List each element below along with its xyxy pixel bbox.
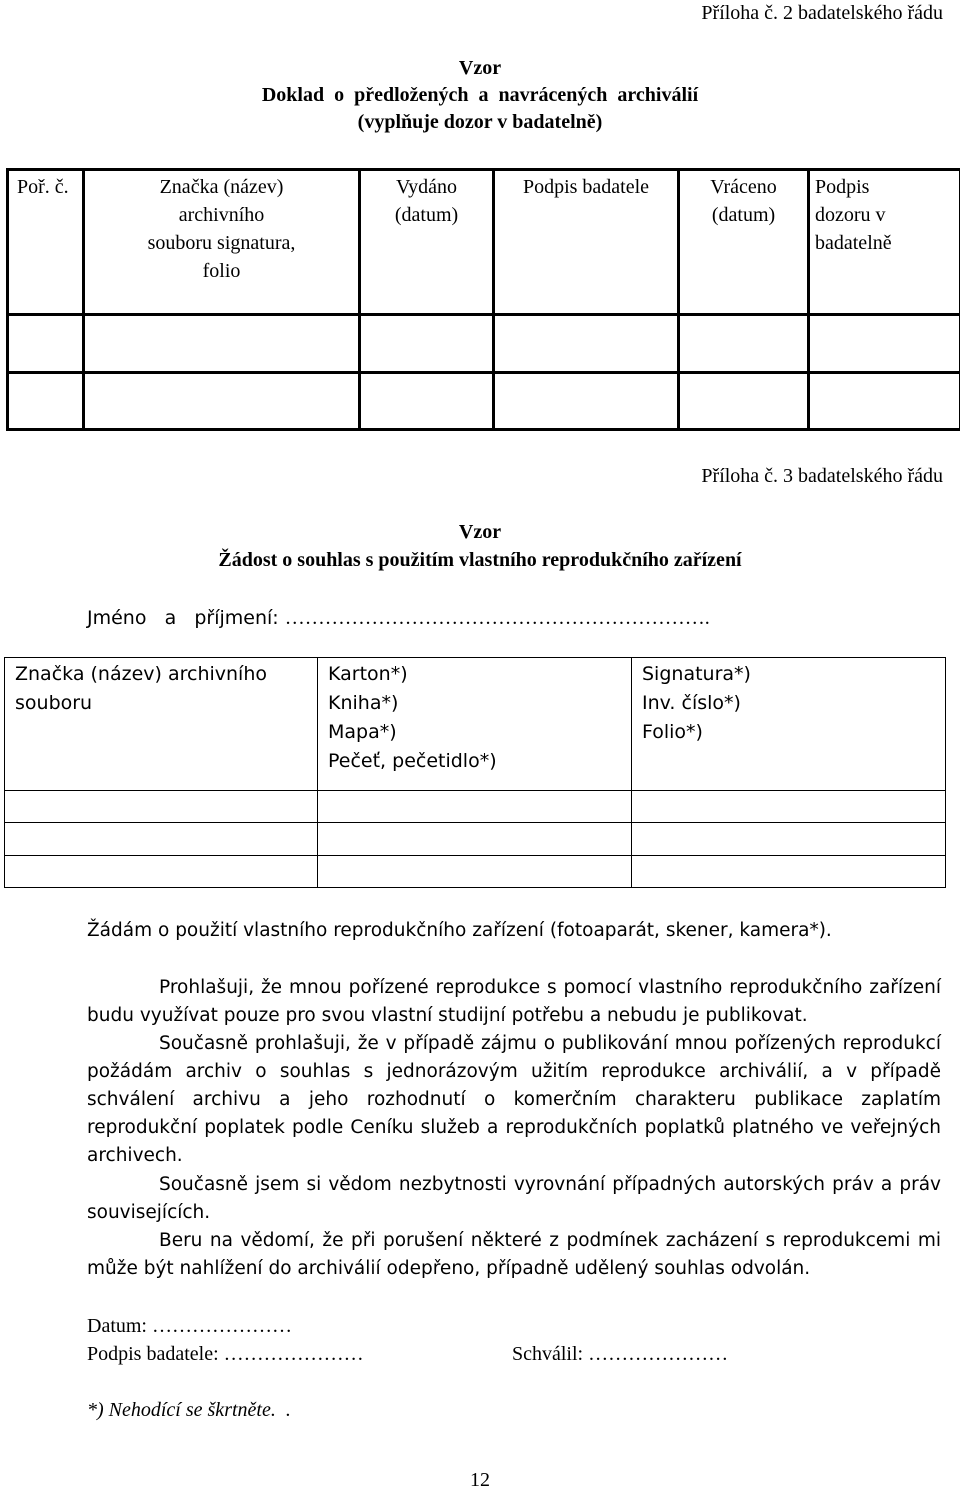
table-cell[interactable]	[679, 372, 809, 430]
table-row	[5, 790, 946, 822]
table-cell[interactable]	[494, 315, 679, 373]
page-number: 12	[470, 1469, 490, 1491]
table-cell[interactable]	[360, 372, 494, 430]
header-cell	[360, 170, 494, 315]
table-cell[interactable]	[679, 315, 809, 373]
request-sentence: Žádám o použití vlastního reprodukčního zařízení (fotoaparát, skener, kamera*).	[87, 920, 832, 941]
section2-vzor: Vzor	[458, 521, 502, 543]
schvalil-field[interactable]: …………………	[588, 1343, 729, 1365]
archive-items-table	[4, 657, 946, 888]
option-inv-cislo: Inv. číslo*)	[642, 692, 741, 714]
table-cell[interactable]	[5, 855, 318, 887]
declaration-paragraph-2: Současně prohlašuji, že v případě zájmu o publikování mnou pořízených reprodukcí požádám archiv o souhlas s jednorázovým užitím reprodukce archiválií, a v případě schválení archivu a jeho rozhodnutí o komerčním charakteru publikace zaplatím reprodukční poplatek podle Ceníku služeb a reprodukčních poplatků platného ve veřejných archivech.	[87, 1033, 941, 1166]
section1-title: Doklad o předložených a navrácených archiválií	[261, 84, 699, 106]
table-cell[interactable]	[809, 315, 960, 373]
table-cell[interactable]	[494, 372, 679, 430]
declaration-paragraph-4: Beru na vědomí, že při porušení některé z podmínek zacházení s reprodukcemi mi může být nahlížení do archiválií odepřeno, případně udělený souhlas odvolán.	[87, 1230, 941, 1279]
header-label: Podpis dozoru v badatelně	[815, 176, 892, 254]
podpis-badatele-field[interactable]: …………………	[223, 1343, 364, 1365]
table-cell[interactable]	[318, 855, 632, 887]
header-cell	[809, 170, 960, 315]
table-cell[interactable]	[318, 790, 632, 822]
table-cell[interactable]	[360, 315, 494, 373]
footnote: *) Nehodící se škrtněte. .	[87, 1399, 291, 1421]
table-cell[interactable]	[5, 823, 318, 855]
header-label: Značka (název) archivního souboru	[15, 663, 267, 714]
table-row	[8, 372, 960, 430]
table-header-row	[8, 170, 960, 315]
option-pecet: Pečeť, pečetidlo*)	[328, 750, 497, 772]
table-cell[interactable]	[809, 372, 960, 430]
header-label: Podpis badatele	[522, 176, 650, 198]
header-cell	[679, 170, 809, 315]
header-cell	[494, 170, 679, 315]
appendix-label-2: Příloha č. 2 badatelského řádu	[701, 2, 943, 24]
section2-title: Žádost o souhlas s použitím vlastního reprodukčního zařízení	[218, 549, 742, 571]
table-cell[interactable]	[84, 372, 360, 430]
table-row	[5, 823, 946, 855]
section1-subtitle: (vyplňuje dozor v badatelně)	[357, 111, 603, 133]
option-mapa: Mapa*)	[328, 721, 397, 743]
table-cell[interactable]	[5, 790, 318, 822]
header-label: Vráceno (datum)	[710, 176, 777, 226]
option-folio: Folio*)	[642, 721, 703, 743]
header-label: Značka (název) archivního souboru signatura, folio	[147, 176, 296, 282]
name-field[interactable]: ……………………………………………………….	[284, 607, 710, 629]
appendix-label-3: Příloha č. 3 badatelského řádu	[701, 465, 943, 487]
option-karton: Karton*)	[328, 663, 408, 685]
name-label: Jméno a příjmení:	[87, 607, 279, 629]
datum-label: Datum:	[87, 1315, 147, 1337]
table-header-row	[5, 658, 946, 791]
header-cell	[84, 170, 360, 315]
option-kniha: Kniha*)	[328, 692, 399, 714]
header-label: Poř. č.	[17, 176, 69, 198]
option-signatura: Signatura*)	[642, 663, 751, 685]
table-row	[5, 855, 946, 887]
podpis-badatele-label: Podpis badatele:	[87, 1343, 219, 1365]
table-cell[interactable]	[8, 315, 84, 373]
declaration-paragraph-1: Prohlašuji, že mnou pořízené reprodukce s pomocí vlastního reprodukčního zařízení budu využívat pouze pro svou vlastní studijní potřebu a nebudu je publikovat.	[87, 977, 941, 1026]
table-cell[interactable]	[632, 855, 946, 887]
header-cell	[5, 658, 318, 791]
section1-vzor: Vzor	[458, 57, 502, 79]
declaration-paragraph-3: Současně jsem si vědom nezbytnosti vyrovnání případných autorských práv a práv souvisejících.	[87, 1174, 941, 1223]
table-row	[8, 315, 960, 373]
header-cell	[632, 658, 946, 791]
header-label: Vydáno (datum)	[394, 176, 459, 226]
table-cell[interactable]	[8, 372, 84, 430]
datum-field[interactable]: …………………	[152, 1315, 292, 1337]
header-cell	[8, 170, 84, 315]
table-cell[interactable]	[84, 315, 360, 373]
table-cell[interactable]	[632, 790, 946, 822]
table-cell[interactable]	[318, 823, 632, 855]
loan-record-table	[6, 168, 960, 431]
schvalil-label: Schválil:	[512, 1343, 584, 1365]
header-cell	[318, 658, 632, 791]
table-cell[interactable]	[632, 823, 946, 855]
